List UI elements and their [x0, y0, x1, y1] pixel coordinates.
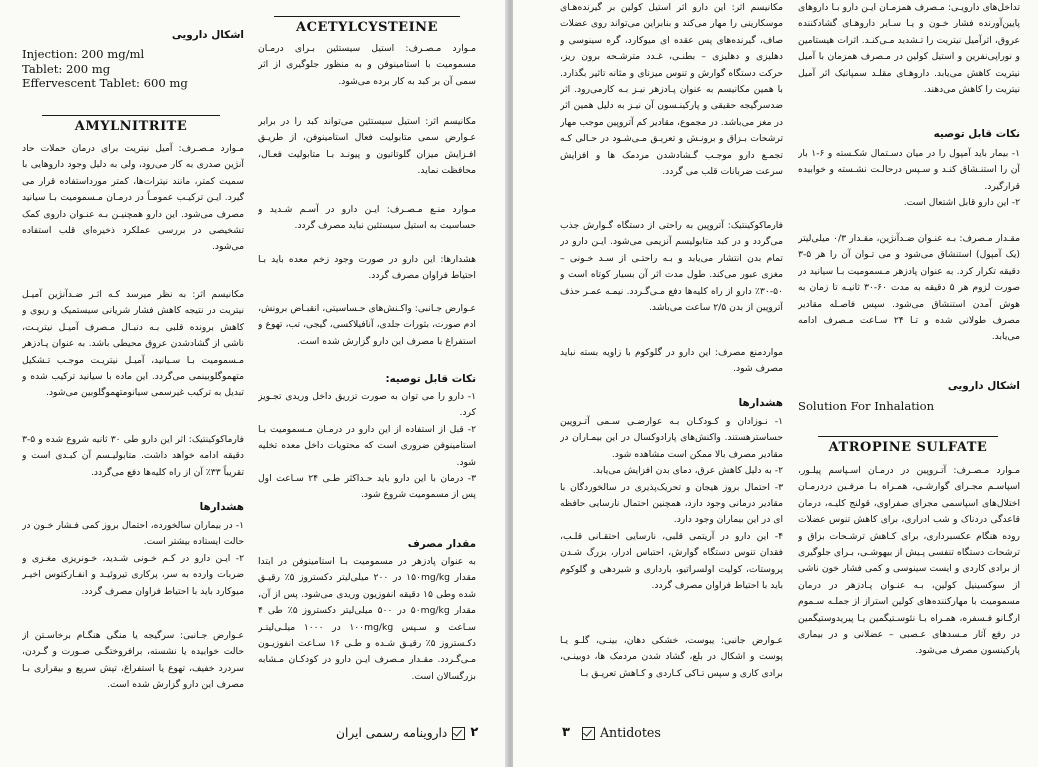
acetylcysteine-forms-heading: اشکال دارویی [171, 29, 244, 41]
acetylcysteine-mechanism: مکانیسم اثر: استیل سیستئین می‌تواند کبد را در برابر عـوارض سمی متابولیت فعال استامینوفن، از طریـق افـزایش میزان گلوتاتیون و پیونـد بـا متابولیت فعـال، محافظت نماید. [258, 116, 476, 177]
amylnitrite-nursing-item: ۱- بیمار باید آمپول را در میان دسـتمال شکـسته و ۶-۱ بار آن را استنـشاق کنـد و سـپس درحالـت نشـسته و خوابیده قرارگیرد. [798, 148, 1020, 192]
amylnitrite-form: Solution For Inhalation [798, 399, 935, 413]
book-section-title: Antidotes [599, 725, 661, 740]
atropine-warning-item: ۲- به دلیل کاهش عرق، دمای بدن افزایش می‌یابد. [592, 465, 783, 477]
atropine-column [798, 0, 1020, 767]
acetylcysteine-form: Effervescent Tablet: 600 mg [22, 76, 188, 90]
amylnitrite-pharmacokinetics: فارماکوکینتیک: اثر این دارو طی ۳۰ ثانیه شروع شده و ۵-۳ دقیقه ادامه خواهد داشت. متابولیـسم آن کبـدی است و تقریباً ۳۳٪ آن از راه کلیه‌ها دفع می‌گردد. [22, 434, 244, 478]
amylnitrite-mechanism: مکانیسم اثر: به نظر میرسد کـه اثـر ضـدآنژین آمیـل نیتریت در نتیجه کاهش فشار شریانی سیستمیک و ریوی و کاهش برونده قلبی بـه دنبـال مـصرف آمیـل نیتریـت، ناشی از گشادشدن عروق محیطی باشد. به عنوان پـادزهر مـسمومیت بـا سـیانید، آمیـل نیتریـت موجـب تـشکیل متهموگلوبینمی می‌گردد. این ماده با سیانید ترکیب شده و تبدیل به ترکیب غیرسمی سیانومتهموگلوبین می‌شود. [22, 289, 244, 399]
amylnitrite-dose: مقـدار مـصرف: بـه عنـوان ضـدآنژین، مقـدار ۰/۳ میلی‌لیتر (یک آمپول) استنشاق می‌شود و می تـوان آن را هر ۵-۳ دقیقه تکرار کرد. به عنوان پادزهر مـسمومیت بـا سیانید در صورت لزوم هر ۵ دقیقه به مدت ۶۰-۳۰ ثانیـه تا زمان به هوش آمدن استنشاق می‌شود. سپس فاصـله مقادیر مصرف طولانی شده و تـا ۲۴ سـاعت مـصرف ادامه می‌یابد. [798, 233, 1020, 343]
acetylcysteine-nursing-heading: نکات قابل توصیه: [385, 373, 476, 385]
amylnitrite-side-effects: عـوارض جـانبی: سرگیجه یا منگی هنگـام برخاسـتن از حالت خوابیده یا نشسته، برافروختگـی صـورت و گـردن، سردرد خفیف، تهوع یا استفراغ، تپش سریع و بیقراری بـا مصرف این دارو گزارش شده است. [22, 630, 244, 691]
amylnitrite-warning-item: ۲- ایـن دارو در کـم خـونی شـدید، خـونریزی مغـزی و ضربات وارده به سر، پرکاری تیروئیـد و انفـارکتوس اخیـر میوکارد باید با احتیاط فراوان مصرف گردد. [22, 552, 244, 597]
running-head-left [336, 725, 478, 741]
acetylcysteine-form: Tablet: 200 mg [22, 61, 111, 76]
atropine-pharmacokinetics: فارماکوکینتیک: آتروپین به راحتی از دستگاه گـوارش جذب می‌گردد و در کبد متابولیسم آنزیمی می‌شود. ایـن دارو در تمام بدن انتشار می‌یابد و بـه راحتـی از سـد خـونی – مغزی عبور می‌کند. طول مدت اثر آن بسیار کوتاه است و ۵۰-۳۰٪ دارو از راه کلیه‌ها دفع مـی‌گـردد. نیمـه عمـر حذف آتروپین از بدن ۲/۵ ساعت می‌باشد. [560, 220, 783, 314]
page-number: ۲ [470, 725, 479, 740]
checkbox-icon [582, 727, 595, 740]
acetylcysteine-side-effects: عـوارض جـانبی: واکـنش‌های حـساسیتی، انقبـاض برونش، ادم صورت، بثورات جلدی، آنافیلاکسی، گیجی، تب، تهوع و استفراغ با مصرف این دارو گزارش شده است. [258, 303, 476, 347]
atropine-side-effects: عـوارض جانبی: یبوست، خشکی دهان، بینـی، گلـو یـا پوست و اشکال در بلع، گشاد شدن مردمک ها، دوبینـی، برادی کاری و سپس تـاکی کـاردی و کـاهش تعریـق بـا [560, 635, 783, 679]
acetylcysteine-title: ACETYLCYSTEINE [274, 16, 460, 35]
amylnitrite-interactions: تداخل‌های دارویـی: مـصرف همزمـان ایـن دارو بـا داروهای پایین‌آورنده فشار خـون و یـا سـایر داروهـای گشادکننده عروق، اثرآمیل نیتریت را تـشدید مـی‌کنـد. اثرات هیستامین و نوراپی‌نفرین و استیل کولین در مـصرف همزمان با آمیل نیتریت کاهش می‌یابد. داروهـای مقلـد سمپاتیک اثر آمیل نیتریت را کاهش می‌دهند. [798, 2, 1020, 96]
atropine-warnings-heading: هشدارها [738, 397, 783, 409]
page-number: ۳ [562, 725, 570, 740]
amylnitrite-column [22, 0, 244, 767]
acetylcysteine-dose-heading: مقدار مصرف [407, 538, 476, 550]
amylnitrite-warning-item: ۱- در بیماران سالخورده، احتمال بروز کمی فـشار خـون در حالت ایستاده بیشتر است. [22, 520, 244, 548]
acetylcysteine-nursing-item: ۳- درمان با این دارو باید حـداکثر طـی ۲۴ سـاعت اول پس از مسمومیت شروع شود. [258, 473, 476, 501]
book-title: داروینامه رسمی ایران [336, 726, 448, 740]
acetylcysteine-column [258, 0, 479, 767]
right-page [513, 0, 1038, 767]
atropine-uses: مـوارد مـصـرف: آتـروپین در درمـان اسـپاسم پیلـور، اسپاسـم مجـرای گوارشـی، همـراه بـا مرفـین دردرمـان اختلال‌های اسپاسمی مجرای صفراوی، قولنج کلیـه، درمان قاعدگی دردناک و شب ادراری، برای کاهش تنوس عضلات روده هنگام عکسبرداری، برای کـاهش ترشـحات بزاق و ترشحات دستگاه تنفسی پـیش از بیهوشـی، بـرای جلوگیری از برادی کاردی و ایست سینوسی و کمی فشار خون ناشی از سوکسینیل کولین، بـه عنـوان پـادزهر در درمان مسمومیت با مهارکننده‌های کولین استراز از جملـه سـموم ارگـانو فـسفره، همـراه بـا نئوسـتیگمین یـا پیریدوستیگمین در رفع آثار مـسدهای عـصبی – عضلانی و در بیماری پارکینسون مصرف می‌شود. [798, 465, 1020, 657]
atropine-title: ATROPINE SULFATE [818, 436, 998, 455]
left-page [0, 0, 508, 767]
acetylcysteine-uses: مـوارد مـصـرف: استیل سیستئین بـرای درمـان مسمومیت با استامینوفن و به منظور جلوگیری از اثر سمی آن بر کبد به کار برده می‌شود. [258, 43, 476, 87]
acetylcysteine-warnings: هشدارها: این دارو در صورت وجود زخم معده باید بـا احتیاط فراوان مصرف گردد. [258, 254, 476, 282]
acetylcysteine-nursing-item: ۱- دارو را می توان به صورت تزریق داخل وریدی تجـویز کرد. [258, 391, 476, 419]
acetylcysteine-form: Injection: 200 mg/ml [22, 47, 145, 61]
atropine-mechanism: مکانیسم اثر: این دارو اثر استیل کولین بر گیرنده‌هـای موسکارینی را مهار می‌کند و بنابراین می‌تواند روی عضلات صاف، گیرنده‌های پس عقده ای میوکارد، گره سینوسی و دهلیزی و دهلیزی – بطنـی، غـدد مترشـحه برون ریز، حرکت دستگاه گوارش و تنوس میزنای و مثانه تاثیر بگذارد. با همین مکانیسم به عنوان پـادزهر نیـز بـه کارمی‌رود. اثر ضدسرگیجه حقیقی و پارکینـسون آن نیـز به دلیل همین اثر در مغز می‌باشد. در مجموع، مقادیر کم آتروپین موجب مهار ترشحات بـزاق و برونـش و تعریـق مـی‌شـود در حـالی کـه تجمـع دارو موجـب گـشادشدن مردمک ها و افزایش سرعت ضربانات قلب می گردد. [560, 2, 783, 178]
acetylcysteine-dose: به عنوان پادزهر در مسمومیت بـا استامینوفن در ابتدا مقدار ۱۵۰mg/kg در ۲۰۰ میلی‌لیتر دکستروز ۵٪ رقیـق شده وطی ۱۵ دقیقه انفوزیون وریدی می‌شود. پس از آن، مقدار ۵۰mg/kg در ۵۰۰ میلی‌لیتر دکستروز ۵٪ طی ۴ سـاعت و سـپس ۱۰۰mg/kg در ۱۰۰۰ میلـی‌لیتـر دکـستروز ۵٪ رقیـق شـده و طـی ۱۶ سـاعت انفوزیـون مـی‌گـردد. مقـدار مـصرف ایـن دارو در کودکـان مـشابه بزرگسالان است. [258, 556, 476, 682]
atropine-contraindications: مواردمنع مصرف: این دارو در گلوکوم با زاویه بسته نباید مصرف شود. [560, 347, 783, 375]
checkbox-icon [452, 727, 465, 740]
amylnitrite-forms-heading: اشکال دارویی [947, 380, 1020, 392]
amylnitrite-uses: مـوارد مـصـرف: آمیل نیتریت برای درمان حملات حاد آنژین صدری به کار می‌رود، ولی به دلیل وجود داروهایی با سمیت کمتر، مانند نیترات‌ها، کمتر مورداستفاده قرار می گیرد. ایـن ترکیـب عمومـاً در درمـان مـسمومیت بـا سیانید مصرف می‌شود. این دارو همچنیـن بـه عنـوان داروی کمک تشخیصی در بررسی عملکرد ذخیره‌ای قلب استفاده می‌شود. [22, 143, 244, 253]
atropine-warning-item: ۱- نـوزادان و کـودکـان بـه عوارضـی سـمی آتـروپین حساسترهستند. واکنش‌های پارادوکسال در این بیمـاران در مقادیر مصرف بالا ممکن است مشاهده شود. [560, 416, 783, 460]
running-head-right [562, 725, 661, 741]
amylnitrite-warnings-heading: هشدارها [199, 501, 244, 513]
atropine-warning-item: ۳- احتمال بروز هیجان و تحریک‌پذیری در سالخوردگان با مقادیر درمانی وجود دارد، همچنین احتمال نارسایی حافظه ای در این بیماران وجود دارد. [560, 481, 783, 526]
atropine-warning-item: ۴- این دارو در آریتمی قلبی، نارسایی احتقـانی قلـب، فقدان تنوس دستگاه گوارش، احتباس ادرار، بزرگ شـدن پروستات، کولیت اولسراتیو، بارداری و شیردهی و گلوکوم باید با احتیاط فراوان مصرف گردد. [560, 530, 783, 592]
acetylcysteine-nursing-item: ۲- قبل از استفاده از این دارو در درمـان مـسمومیت بـا استامینوفن ضروری است که محتویات داخل معده تخلیه شود. [258, 423, 476, 468]
amylnitrite-nursing-heading: نکات قابل توصیه [933, 128, 1020, 140]
amylnitrite-title: AMYLNITRITE [42, 115, 220, 134]
acetylcysteine-contraindications: مـوارد منـع مـصـرف: ایـن دارو در آسـم شـدید و حساسیت به استیل سیستئین نباید مصرف گردد. [258, 204, 476, 232]
amylnitrite-nursing-item: ۲- این دارو قابل اشتعال است. [903, 197, 1020, 209]
atropine-column-continued [560, 0, 783, 767]
